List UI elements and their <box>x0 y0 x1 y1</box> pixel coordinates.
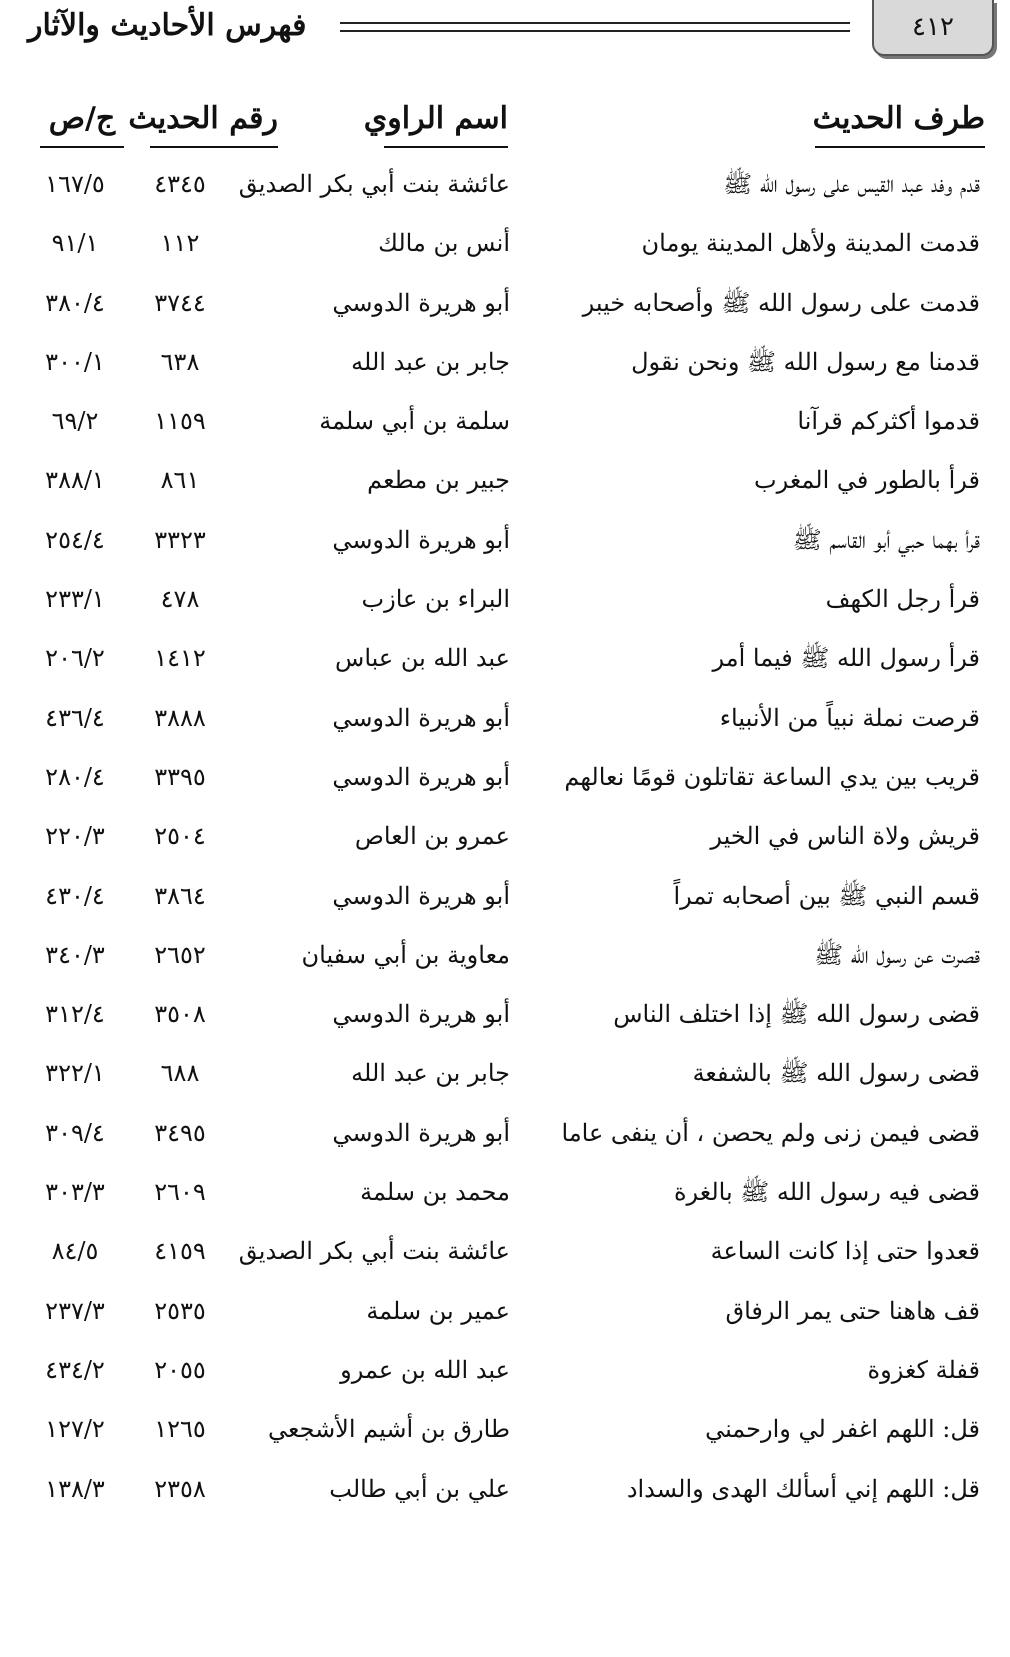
narrator-name: عبد الله بن عمرو <box>340 1355 510 1384</box>
hadith-text: قريش ولاة الناس في الخير <box>710 822 980 851</box>
page-number: ٤١٢ <box>912 12 954 42</box>
hadith-text: قضى رسول الله ﷺ بالشفعة <box>692 1059 980 1088</box>
table-row <box>0 632 1010 691</box>
hadith-text: قل: اللهم إني أسألك الهدى والسداد <box>626 1474 980 1503</box>
running-title: فهرس الأحاديث والآثار <box>28 8 307 43</box>
hadith-text: قضى رسول الله ﷺ إذا اختلف الناس <box>613 1000 980 1029</box>
narrator-name: البراء بن عازب <box>361 585 510 614</box>
narrator-name: محمد بن سلمة <box>360 1178 510 1207</box>
hadith-number: ١٢٦٥ <box>154 1415 206 1444</box>
header-rule-bottom <box>340 30 850 32</box>
volume-page: ٣١٢/٤ <box>45 1000 105 1029</box>
table-row <box>0 454 1010 513</box>
table-row <box>0 1107 1010 1166</box>
column-header-underline <box>384 146 508 148</box>
hadith-number: ٣٣٩٥ <box>154 762 206 791</box>
hadith-number: ٢٠٥٥ <box>154 1355 206 1384</box>
hadith-text: قرصت نملة نبياً من الأنبياء <box>719 703 980 732</box>
page-header <box>0 0 1010 90</box>
hadith-number: ٣٥٠٨ <box>154 1000 206 1029</box>
table-row <box>0 573 1010 632</box>
hadith-number: ٢٦٥٢ <box>154 940 206 969</box>
table-row <box>0 514 1010 573</box>
column-header-number-label: رقم الحديث <box>128 101 278 136</box>
column-header-underline <box>150 146 278 148</box>
hadith-text: قرأ بالطور في المغرب <box>754 466 980 495</box>
hadith-text: قرأ رجل الكهف <box>825 585 980 614</box>
volume-page: ٣٨٨/١ <box>45 466 105 495</box>
volume-page: ٢٣٣/١ <box>45 585 105 614</box>
hadith-text: قدموا أكثركم قرآنا <box>797 407 980 436</box>
hadith-number: ١١٥٩ <box>154 407 206 436</box>
table-row <box>0 395 1010 454</box>
hadith-text: قضى فيمن زنى ولم يحصن ، أن ينفى عاما <box>561 1118 980 1147</box>
volume-page: ٢٢٠/٣ <box>45 822 105 851</box>
narrator-name: عائشة بنت أبي بكر الصديق <box>238 170 510 198</box>
hadith-number: ٢٥٣٥ <box>154 1296 206 1325</box>
hadith-number: ٣٧٤٤ <box>154 288 206 317</box>
column-header-narrator-label: اسم الراوي <box>363 101 508 136</box>
table-row <box>0 1225 1010 1284</box>
volume-page: ٦٩/٢ <box>51 407 99 436</box>
hadith-number: ٤١٥٩ <box>154 1237 206 1266</box>
hadith-text: قل: اللهم اغفر لي وارحمني <box>705 1415 980 1444</box>
volume-page: ٣٨٠/٤ <box>45 288 105 317</box>
table-row <box>0 751 1010 810</box>
table-row <box>0 1047 1010 1106</box>
hadith-text: قريب بين يدي الساعة تقاتلون قومًا نعالهم <box>564 762 980 791</box>
narrator-name: أبو هريرة الدوسي <box>332 762 510 791</box>
volume-page: ٢٠٦/٢ <box>45 644 105 673</box>
hadith-text: قدم وفد عبد القيس على رسول الله ﷺ <box>723 170 980 198</box>
narrator-name: سلمة بن أبي سلمة <box>319 407 510 436</box>
hadith-number: ٣٨٦٤ <box>154 881 206 910</box>
column-header-volume <box>40 96 124 148</box>
narrator-name: أبو هريرة الدوسي <box>332 525 510 554</box>
volume-page: ٣٢٢/١ <box>45 1059 105 1088</box>
volume-page: ٢٥٤/٤ <box>45 525 105 554</box>
volume-page: ٤٣٠/٤ <box>45 881 105 910</box>
table-row <box>0 810 1010 869</box>
narrator-name: جابر بن عبد الله <box>351 1059 510 1088</box>
table-row <box>0 1463 1010 1522</box>
narrator-name: معاوية بن أبي سفيان <box>301 940 510 969</box>
table-row <box>0 929 1010 988</box>
volume-page: ٤٣٦/٤ <box>45 703 105 732</box>
volume-page: ٤٣٤/٢ <box>45 1355 105 1384</box>
narrator-name: طارق بن أشيم الأشجعي <box>268 1415 510 1444</box>
hadith-number: ٣٨٨٨ <box>154 703 206 732</box>
column-header-volume-label: ج/ص <box>48 101 116 136</box>
table-row <box>0 692 1010 751</box>
table-row <box>0 1344 1010 1403</box>
hadith-number: ٢٦٠٩ <box>154 1178 206 1207</box>
hadith-text: قسم النبي ﷺ بين أصحابه تمراً <box>673 881 980 910</box>
hadith-text: قرأ بهما حبي أبو القاسم ﷺ <box>792 525 980 554</box>
volume-page: ١٣٨/٣ <box>45 1474 105 1503</box>
hadith-number: ٦٨٨ <box>160 1059 200 1088</box>
volume-page: ٣٠٠/١ <box>45 347 105 376</box>
hadith-number: ٣٣٢٣ <box>154 525 206 554</box>
narrator-name: جبير بن مطعم <box>367 466 510 495</box>
hadith-text: قدمت على رسول الله ﷺ وأصحابه خيبر <box>582 288 980 317</box>
narrator-name: عبد الله بن عباس <box>335 644 510 673</box>
narrator-name: أبو هريرة الدوسي <box>332 1000 510 1029</box>
table-row <box>0 870 1010 929</box>
column-header-underline <box>40 146 124 148</box>
page-number-tab <box>872 0 994 56</box>
hadith-number: ٢٥٠٤ <box>154 822 206 851</box>
hadith-number: ٨٦١ <box>160 466 200 495</box>
narrator-name: أبو هريرة الدوسي <box>332 1118 510 1147</box>
hadith-text: قف هاهنا حتى يمر الرفاق <box>725 1296 980 1325</box>
column-header-number <box>128 96 278 148</box>
narrator-name: علي بن أبي طالب <box>329 1474 510 1503</box>
table-row <box>0 336 1010 395</box>
table-row <box>0 1285 1010 1344</box>
column-header-hadith <box>812 96 985 148</box>
hadith-number: ١١٢ <box>160 229 200 258</box>
volume-page: ٢٨٠/٤ <box>45 762 105 791</box>
hadith-text: قدمنا مع رسول الله ﷺ ونحن نقول <box>631 347 980 376</box>
hadith-number: ٦٣٨ <box>160 347 200 376</box>
hadith-text: قدمت المدينة ولأهل المدينة يومان <box>641 229 980 258</box>
volume-page: ١٦٧/٥ <box>45 170 105 198</box>
table-row <box>0 1166 1010 1225</box>
hadith-number: ٢٣٥٨ <box>154 1474 206 1503</box>
hadith-number: ١٤١٢ <box>154 644 206 673</box>
hadith-text: قفلة كغزوة <box>867 1355 980 1384</box>
volume-page: ١٢٧/٢ <box>45 1415 105 1444</box>
table-row <box>0 1403 1010 1462</box>
volume-page: ٣٠٣/٣ <box>45 1178 105 1207</box>
narrator-name: أنس بن مالك <box>378 229 510 258</box>
hadith-number: ٤٧٨ <box>160 585 200 614</box>
index-table <box>0 158 1010 1522</box>
column-header-underline <box>815 146 985 148</box>
narrator-name: جابر بن عبد الله <box>351 347 510 376</box>
hadith-number: ٣٤٩٥ <box>154 1118 206 1147</box>
column-header-narrator <box>363 96 508 148</box>
narrator-name: عمير بن سلمة <box>366 1296 510 1325</box>
table-row <box>0 158 1010 217</box>
volume-page: ٩١/١ <box>51 229 99 258</box>
volume-page: ٣٠٩/٤ <box>45 1118 105 1147</box>
header-rule-top <box>340 22 850 24</box>
table-row <box>0 277 1010 336</box>
column-header-hadith-label: طرف الحديث <box>812 101 985 136</box>
volume-page: ٨٤/٥ <box>51 1237 99 1266</box>
narrator-name: أبو هريرة الدوسي <box>332 703 510 732</box>
volume-page: ٢٣٧/٣ <box>45 1296 105 1325</box>
narrator-name: عائشة بنت أبي بكر الصديق <box>238 1237 510 1266</box>
hadith-text: قرأ رسول الله ﷺ فيما أمر <box>712 644 980 673</box>
volume-page: ٣٤٠/٣ <box>45 940 105 969</box>
narrator-name: أبو هريرة الدوسي <box>332 881 510 910</box>
hadith-text: قصرت عن رسول الله ﷺ <box>814 940 980 969</box>
hadith-text: قعدوا حتى إذا كانت الساعة <box>710 1237 980 1266</box>
narrator-name: عمرو بن العاص <box>354 822 510 851</box>
hadith-text: قضى فيه رسول الله ﷺ بالغرة <box>673 1178 980 1207</box>
table-row <box>0 217 1010 276</box>
hadith-number: ٤٣٤٥ <box>154 170 206 198</box>
table-row <box>0 988 1010 1047</box>
narrator-name: أبو هريرة الدوسي <box>332 288 510 317</box>
